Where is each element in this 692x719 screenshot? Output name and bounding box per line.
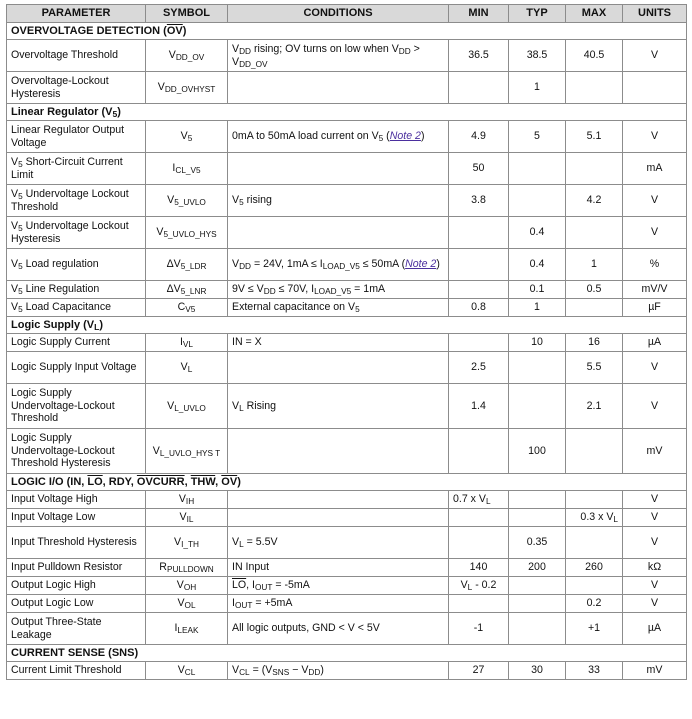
table-row	[7, 527, 687, 559]
min-cell	[449, 334, 509, 352]
section-title: OVERVOLTAGE DETECTION $(\overline{OV})$	[7, 23, 687, 40]
section-header-row	[7, 23, 687, 40]
units-cell: V	[623, 352, 687, 384]
symbol-cell: $\Delta V_{5\_LNR}$	[146, 281, 228, 299]
units-cell	[623, 72, 687, 104]
parameter-cell: Output Three-State Leakage	[7, 613, 146, 645]
table-row	[7, 281, 687, 299]
parameter-cell: Current Limit Threshold	[7, 662, 146, 680]
parameter-cell: Logic Supply Undervoltage-Lockout Threshold Hysteresis	[7, 429, 146, 474]
min-cell: 2.5	[449, 352, 509, 384]
table-body	[7, 23, 687, 680]
table-row	[7, 217, 687, 249]
min-cell: 0.7 x $V_L$	[449, 491, 509, 509]
units-cell: V	[623, 577, 687, 595]
units-cell: V	[623, 217, 687, 249]
typ-cell	[509, 613, 566, 645]
typ-cell: 38.5	[509, 40, 566, 72]
parameter-cell: Linear Regulator Output Voltage	[7, 121, 146, 153]
typ-cell: 0.1	[509, 281, 566, 299]
typ-cell: 200	[509, 559, 566, 577]
symbol-cell: $C_{V5}$	[146, 299, 228, 317]
table-row	[7, 121, 687, 153]
parameter-cell: Output Logic Low	[7, 595, 146, 613]
max-cell: 5.1	[566, 121, 623, 153]
symbol-cell: $V_{5\_UVLO\_HYS}$	[146, 217, 228, 249]
units-cell: mA	[623, 153, 687, 185]
units-cell: %	[623, 249, 687, 281]
min-cell: 50	[449, 153, 509, 185]
units-cell: mV	[623, 662, 687, 680]
conditions-cell	[228, 509, 449, 527]
max-cell: 260	[566, 559, 623, 577]
min-cell: $V_L - 0.2$	[449, 577, 509, 595]
symbol-cell: $\Delta V_{5\_LDR}$	[146, 249, 228, 281]
table-row	[7, 40, 687, 72]
header-parameter: PARAMETER	[7, 5, 146, 23]
max-cell	[566, 153, 623, 185]
conditions-cell	[228, 217, 449, 249]
parameter-cell: $V_5$ Short-Circuit Current Limit	[7, 153, 146, 185]
symbol-cell: $V_{I\_TH}$	[146, 527, 228, 559]
typ-cell: 0.4	[509, 217, 566, 249]
units-cell: V	[623, 40, 687, 72]
conditions-cell	[228, 491, 449, 509]
max-cell: 2.1	[566, 384, 623, 429]
conditions-cell	[228, 72, 449, 104]
conditions-cell: 0mA to 50mA load current on $V_5$ (Note 2)	[228, 121, 449, 153]
section-title: Logic Supply $(V_L)$	[7, 317, 687, 334]
parameter-cell: Input Voltage High	[7, 491, 146, 509]
symbol-cell: $V_{CL}$	[146, 662, 228, 680]
min-cell	[449, 527, 509, 559]
max-cell: 4.2	[566, 185, 623, 217]
conditions-cell	[228, 352, 449, 384]
units-cell: mV	[623, 429, 687, 474]
symbol-cell: $I_{VL}$	[146, 334, 228, 352]
conditions-cell: $9V \le V_{DD} \le 70V$, $I_{LOAD\_V5} = 1mA$	[228, 281, 449, 299]
max-cell	[566, 527, 623, 559]
symbol-cell: $V_{OL}$	[146, 595, 228, 613]
min-cell: -1	[449, 613, 509, 645]
table-row	[7, 662, 687, 680]
symbol-cell: $V_{L\_UVLO}$	[146, 384, 228, 429]
section-header-row	[7, 474, 687, 491]
table-row	[7, 185, 687, 217]
conditions-cell: $V_{DD}$ rising; OV turns on low when $V_{DD} > V_{DD\_OV}$	[228, 40, 449, 72]
units-cell: V	[623, 491, 687, 509]
max-cell: 0.3 x $V_L$	[566, 509, 623, 527]
max-cell: 40.5	[566, 40, 623, 72]
min-cell: 140	[449, 559, 509, 577]
parameter-cell: Overvoltage Threshold	[7, 40, 146, 72]
table-row	[7, 509, 687, 527]
parameter-cell: Overvoltage-Lockout Hysteresis	[7, 72, 146, 104]
table-row	[7, 153, 687, 185]
typ-cell	[509, 509, 566, 527]
units-cell: µA	[623, 613, 687, 645]
max-cell: 1	[566, 249, 623, 281]
typ-cell: 1	[509, 72, 566, 104]
conditions-cell: $V_L$ Rising	[228, 384, 449, 429]
conditions-cell: $\overline{LO}$, $I_{OUT} = -5mA$	[228, 577, 449, 595]
conditions-cell: $V_5$ rising	[228, 185, 449, 217]
section-header-row	[7, 317, 687, 334]
max-cell: 0.5	[566, 281, 623, 299]
units-cell: V	[623, 509, 687, 527]
symbol-cell: $I_{CL\_V5}$	[146, 153, 228, 185]
header-symbol: SYMBOL	[146, 5, 228, 23]
conditions-cell	[228, 429, 449, 474]
header-units: UNITS	[623, 5, 687, 23]
conditions-cell: IN = X	[228, 334, 449, 352]
units-cell: V	[623, 185, 687, 217]
table-row	[7, 334, 687, 352]
table-row	[7, 249, 687, 281]
typ-cell	[509, 185, 566, 217]
parameter-cell: $V_5$ Undervoltage Lockout Threshold	[7, 185, 146, 217]
units-cell: kΩ	[623, 559, 687, 577]
table-row	[7, 384, 687, 429]
max-cell: 5.5	[566, 352, 623, 384]
min-cell	[449, 281, 509, 299]
typ-cell	[509, 153, 566, 185]
typ-cell	[509, 352, 566, 384]
units-cell: V	[623, 595, 687, 613]
symbol-cell: $V_{IH}$	[146, 491, 228, 509]
symbol-cell: $V_{5\_UVLO}$	[146, 185, 228, 217]
electrical-characteristics-table	[6, 4, 687, 680]
conditions-cell: $I_{OUT} = +5mA$	[228, 595, 449, 613]
min-cell	[449, 72, 509, 104]
table-row	[7, 613, 687, 645]
max-cell: 16	[566, 334, 623, 352]
units-cell: µA	[623, 334, 687, 352]
min-cell	[449, 249, 509, 281]
units-cell: V	[623, 384, 687, 429]
typ-cell	[509, 384, 566, 429]
header-max: MAX	[566, 5, 623, 23]
min-cell: 1.4	[449, 384, 509, 429]
typ-cell: 10	[509, 334, 566, 352]
max-cell	[566, 299, 623, 317]
conditions-cell: $V_{DD} = 24V$, $1mA \le I_{LOAD\_V5} \le 50mA$ (Note 2)	[228, 249, 449, 281]
table-row	[7, 491, 687, 509]
typ-cell: 1	[509, 299, 566, 317]
parameter-cell: Input Threshold Hysteresis	[7, 527, 146, 559]
parameter-cell: $V_5$ Load Capacitance	[7, 299, 146, 317]
typ-cell: 0.35	[509, 527, 566, 559]
conditions-cell	[228, 153, 449, 185]
section-title: CURRENT SENSE (SNS)	[7, 645, 687, 662]
typ-cell	[509, 577, 566, 595]
min-cell	[449, 429, 509, 474]
typ-cell	[509, 491, 566, 509]
max-cell	[566, 217, 623, 249]
table-row	[7, 559, 687, 577]
parameter-cell: Output Logic High	[7, 577, 146, 595]
symbol-cell: $V_{DD\_OVHYST}$	[146, 72, 228, 104]
table-row	[7, 429, 687, 474]
min-cell: 36.5	[449, 40, 509, 72]
max-cell	[566, 72, 623, 104]
parameter-cell: Input Voltage Low	[7, 509, 146, 527]
symbol-cell: $V_{IL}$	[146, 509, 228, 527]
section-header-row	[7, 104, 687, 121]
min-cell	[449, 595, 509, 613]
symbol-cell: $V_5$	[146, 121, 228, 153]
conditions-cell: External capacitance on $V_5$	[228, 299, 449, 317]
units-cell: V	[623, 121, 687, 153]
section-header-row	[7, 645, 687, 662]
max-cell: +1	[566, 613, 623, 645]
typ-cell: 0.4	[509, 249, 566, 281]
parameter-cell: Logic Supply Current	[7, 334, 146, 352]
conditions-cell: $V_L = 5.5V$	[228, 527, 449, 559]
header-min: MIN	[449, 5, 509, 23]
header-conditions: CONDITIONS	[228, 5, 449, 23]
parameter-cell: Input Pulldown Resistor	[7, 559, 146, 577]
section-title: Linear Regulator $(V_5)$	[7, 104, 687, 121]
section-title: LOGIC I/O (IN, $\overline{LO}$, RDY, OVCURR, $\overline{THW}$, $\overline{OV}$)	[7, 474, 687, 491]
symbol-cell: $I_{LEAK}$	[146, 613, 228, 645]
symbol-cell: $V_{OH}$	[146, 577, 228, 595]
table-row	[7, 577, 687, 595]
max-cell: 33	[566, 662, 623, 680]
symbol-cell: $R_{PULLDOWN}$	[146, 559, 228, 577]
max-cell	[566, 491, 623, 509]
min-cell: 4.9	[449, 121, 509, 153]
max-cell: 0.2	[566, 595, 623, 613]
typ-cell	[509, 595, 566, 613]
parameter-cell: Logic Supply Input Voltage	[7, 352, 146, 384]
units-cell: mV/V	[623, 281, 687, 299]
min-cell: 27	[449, 662, 509, 680]
parameter-cell: Logic Supply Undervoltage-Lockout Threshold	[7, 384, 146, 429]
parameter-cell: $V_5$ Line Regulation	[7, 281, 146, 299]
parameter-cell: $V_5$ Undervoltage Lockout Hysteresis	[7, 217, 146, 249]
symbol-cell: $V_{DD\_OV}$	[146, 40, 228, 72]
table-row	[7, 72, 687, 104]
min-cell	[449, 217, 509, 249]
max-cell	[566, 577, 623, 595]
table-row	[7, 595, 687, 613]
conditions-cell: IN Input	[228, 559, 449, 577]
parameter-cell: $V_5$ Load regulation	[7, 249, 146, 281]
units-cell: µF	[623, 299, 687, 317]
typ-cell: 30	[509, 662, 566, 680]
typ-cell: 100	[509, 429, 566, 474]
symbol-cell: $V_{L\_UVLO\_HYS T}$	[146, 429, 228, 474]
min-cell	[449, 509, 509, 527]
units-cell: V	[623, 527, 687, 559]
typ-cell: 5	[509, 121, 566, 153]
min-cell: 3.8	[449, 185, 509, 217]
max-cell	[566, 429, 623, 474]
min-cell: 0.8	[449, 299, 509, 317]
table-row	[7, 352, 687, 384]
header-typ: TYP	[509, 5, 566, 23]
conditions-cell: $V_{CL} = (V_{SNS} - V_{DD})$	[228, 662, 449, 680]
symbol-cell: $V_L$	[146, 352, 228, 384]
header-row	[7, 5, 687, 23]
table-row	[7, 299, 687, 317]
conditions-cell: All logic outputs, GND < V < 5V	[228, 613, 449, 645]
